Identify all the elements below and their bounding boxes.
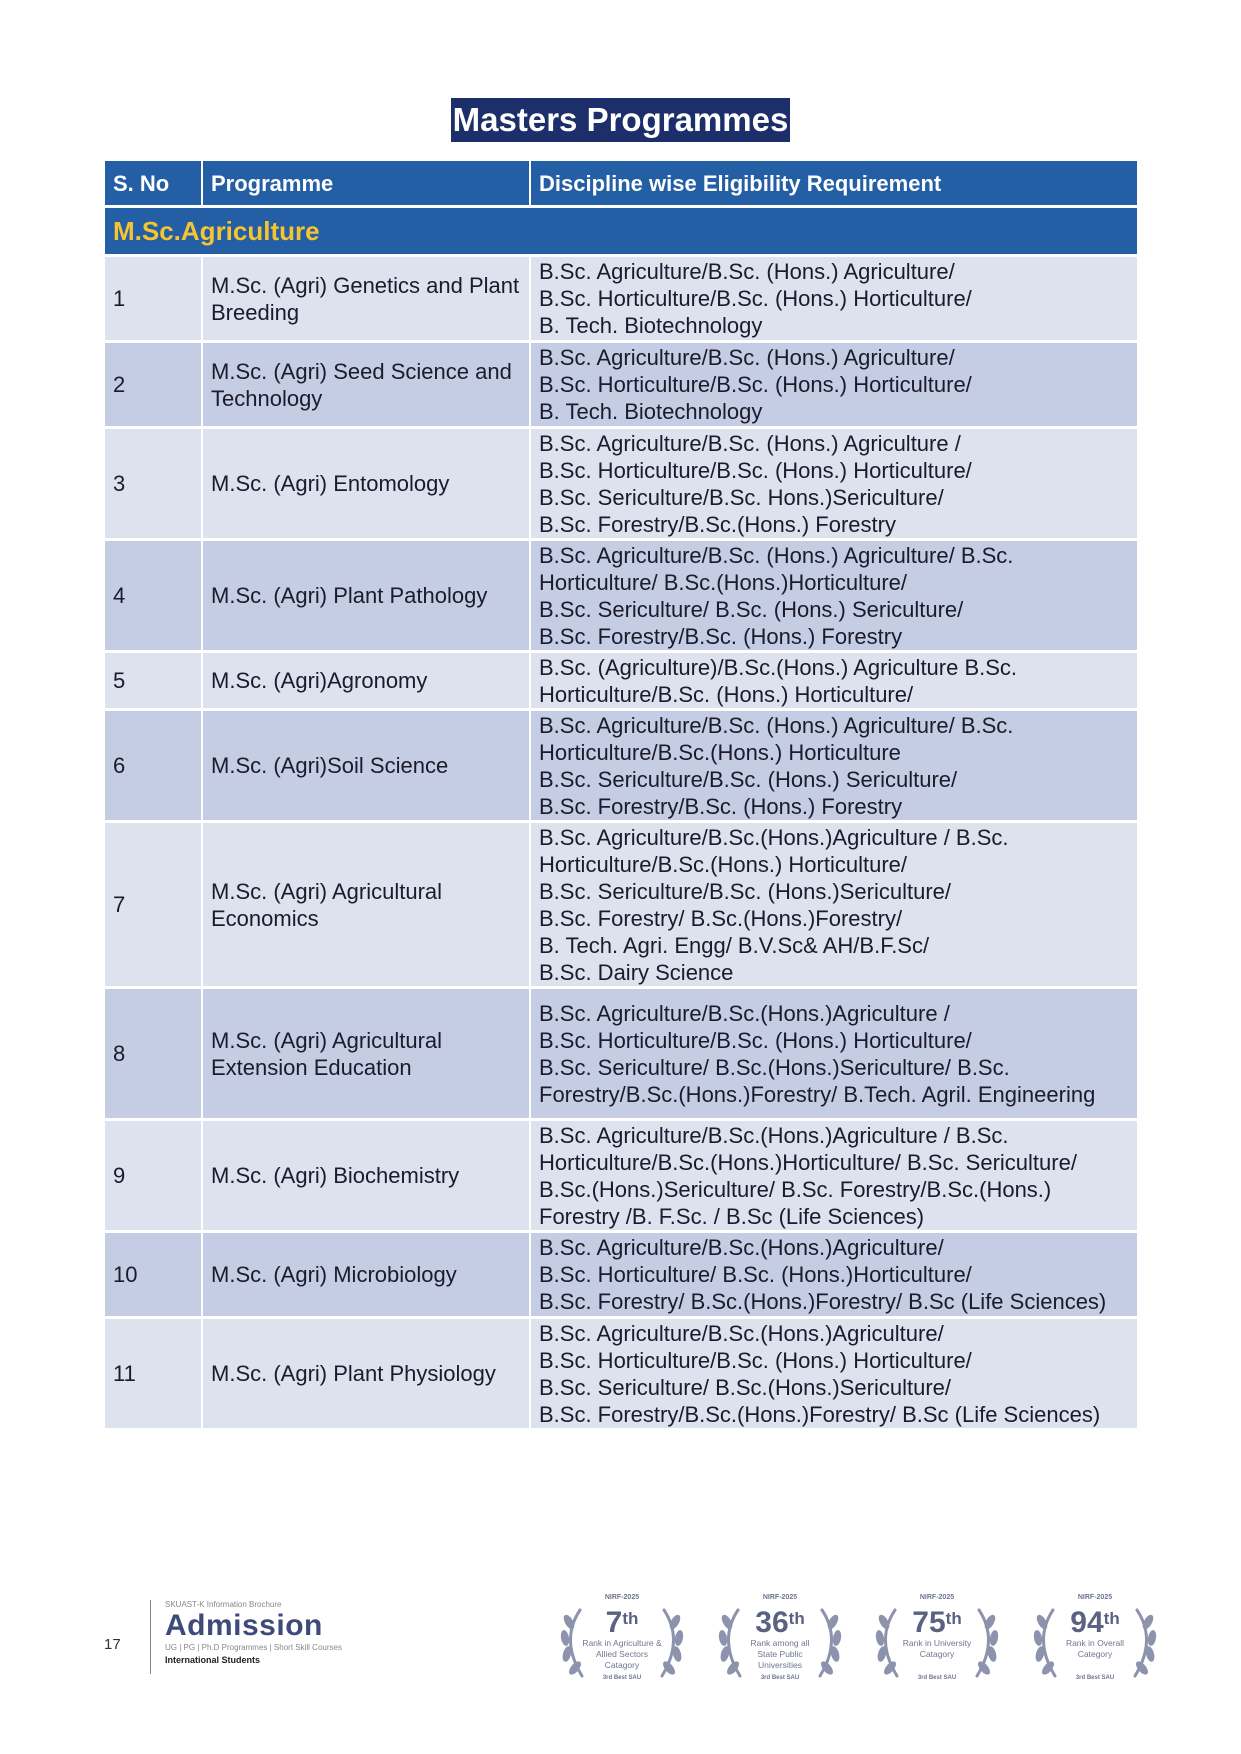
- cell-sno: 1: [105, 254, 203, 340]
- badge-rank-wrap: [867, 1602, 1007, 1640]
- cell-eligibility: [531, 650, 1137, 708]
- badge-rank: 75: [912, 1606, 946, 1639]
- eligibility-line: B.Sc. Horticulture/B.Sc. (Hons.) Horticulture/: [539, 286, 972, 311]
- badge-rank-wrap: [710, 1602, 850, 1640]
- eligibility-line: B.Sc. Horticulture/B.Sc. (Hons.) Horticulture/: [539, 1347, 972, 1373]
- nirf-badge: [710, 1592, 850, 1684]
- badge-rank: 94: [1070, 1606, 1104, 1639]
- table-row: [105, 340, 1137, 426]
- header-sno: S. No: [105, 161, 203, 205]
- eligibility-line: B. Tech. Agri. Engg/ B.V.Sc& AH/B.F.Sc/: [539, 932, 930, 958]
- eligibility-line: B.Sc. Sericulture/B.Sc. Hons.)Sericulture/: [539, 484, 944, 510]
- header-programme: Programme: [203, 161, 531, 205]
- eligibility-line: B.Sc. Sericulture/B.Sc. (Hons.)Sericulture/: [539, 878, 952, 904]
- eligibility-line: B.Sc. Sericulture/ B.Sc.(Hons.)Sericulture/: [539, 1374, 952, 1400]
- table-row: [105, 1230, 1137, 1316]
- eligibility-line: B.Sc. Forestry/B.Sc. (Hons.) Forestry: [539, 793, 903, 819]
- eligibility-line: B.Sc. Sericulture/ B.Sc. (Hons.) Sericulture/: [539, 596, 964, 622]
- badge-nirf: NIRF-2025: [762, 1594, 798, 1601]
- eligibility-line: B.Sc. Forestry/B.Sc.(Hons.) Forestry: [539, 511, 896, 537]
- badge-suffix: th: [622, 1609, 639, 1628]
- badge-nirf: NIRF-2025: [604, 1594, 640, 1601]
- cell-sno: 11: [105, 1316, 203, 1428]
- eligibility-line: B.Sc. Agriculture/B.Sc. (Hons.) Agriculture/ B.Sc.: [539, 542, 1014, 568]
- brand-sub-text: UG | PG | Ph.D Programmes | Short Skill Courses: [165, 1643, 342, 1652]
- cell-programme: M.Sc. (Agri) Agricultural Extension Education: [203, 986, 531, 1118]
- cell-programme: M.Sc. (Agri) Microbiology: [203, 1230, 531, 1316]
- eligibility-line: B.Sc. Horticulture/B.Sc. (Hons.) Horticulture/: [539, 372, 972, 397]
- badge-text: Rank in Agriculture & Allied Sectors Catagory: [582, 1638, 662, 1670]
- eligibility-line: B.Sc. Agriculture/B.Sc.(Hons.)Agriculture /: [539, 1000, 950, 1026]
- cell-sno: 9: [105, 1118, 203, 1230]
- cell-sno: 6: [105, 708, 203, 820]
- badge-nirf: NIRF-2025: [919, 1594, 955, 1601]
- cell-eligibility: [531, 538, 1137, 650]
- table-row: [105, 1118, 1137, 1230]
- eligibility-line: Horticulture/B.Sc.(Hons.) Horticulture: [539, 739, 901, 765]
- eligibility-line: Horticulture/B.Sc. (Hons.) Horticulture/: [539, 681, 914, 707]
- cell-eligibility: [531, 426, 1137, 538]
- cell-programme: M.Sc. (Agri) Genetics and Plant Breeding: [203, 254, 531, 340]
- eligibility-line: B.Sc. Sericulture/B.Sc. (Hons.) Sericulture/: [539, 766, 958, 792]
- cell-programme: M.Sc. (Agri) Entomology: [203, 426, 531, 538]
- badge-text: Rank in Overall Category: [1065, 1638, 1125, 1659]
- badge-suffix: th: [945, 1609, 962, 1628]
- eligibility-line: B.Sc. (Agriculture)/B.Sc.(Hons.) Agriculture B.Sc.: [539, 654, 1018, 680]
- nirf-badge: [1025, 1592, 1165, 1684]
- eligibility-line: B.Sc.(Hons.)Sericulture/ B.Sc. Forestry/B.Sc.(Hons.): [539, 1176, 1052, 1202]
- cell-sno: 5: [105, 650, 203, 708]
- badge-best: 3rd Best SAU: [917, 1675, 957, 1681]
- cell-eligibility: [531, 820, 1137, 986]
- cell-programme: M.Sc. (Agri)Agronomy: [203, 650, 531, 708]
- section-row: [105, 205, 1137, 254]
- table-body: [105, 205, 1137, 1428]
- eligibility-line: B.Sc. Agriculture/B.Sc. (Hons.) Agriculture /: [539, 430, 961, 456]
- eligibility-line: B.Sc. Forestry/B.Sc.(Hons.)Forestry/ B.Sc (Life Sciences): [539, 1401, 1101, 1427]
- cell-sno: 8: [105, 986, 203, 1118]
- table-row: [105, 538, 1137, 650]
- programmes-table: [105, 161, 1137, 1428]
- badge-rank-wrap: [1025, 1602, 1165, 1640]
- eligibility-line: Horticulture/B.Sc.(Hons.)Horticulture/ B.Sc. Sericulture/: [539, 1149, 1077, 1175]
- badge-rank-wrap: [552, 1602, 692, 1640]
- cell-sno: 4: [105, 538, 203, 650]
- eligibility-line: B.Sc. Forestry/B.Sc. (Hons.) Forestry: [539, 623, 903, 649]
- brand-intl-text: International Students: [165, 1655, 261, 1665]
- eligibility-line: B. Tech. Biotechnology: [539, 399, 763, 424]
- cell-sno: 3: [105, 426, 203, 538]
- eligibility-line: B.Sc. Agriculture/B.Sc.(Hons.)Agriculture / B.Sc.: [539, 1122, 1009, 1148]
- cell-programme: M.Sc. (Agri) Plant Pathology: [203, 538, 531, 650]
- eligibility-line: B.Sc. Agriculture/B.Sc.(Hons.)Agriculture/: [539, 1235, 944, 1260]
- table-row: [105, 1316, 1137, 1428]
- table-header-row: [105, 161, 1137, 205]
- eligibility-line: B.Sc. Sericulture/ B.Sc.(Hons.)Sericulture/ B.Sc.: [539, 1054, 1010, 1080]
- cell-sno: 10: [105, 1230, 203, 1316]
- cell-programme: M.Sc. (Agri) Plant Physiology: [203, 1316, 531, 1428]
- table-row: [105, 254, 1137, 340]
- eligibility-line: B.Sc. Forestry/ B.Sc.(Hons.)Forestry/: [539, 905, 903, 931]
- eligibility-line: B.Sc. Agriculture/B.Sc.(Hons.)Agriculture / B.Sc.: [539, 824, 1009, 850]
- cell-eligibility: [531, 708, 1137, 820]
- page-number: 17: [104, 1636, 121, 1653]
- table-row: [105, 820, 1137, 986]
- cell-sno: 7: [105, 820, 203, 986]
- brand-block: [150, 1600, 342, 1674]
- cell-programme: M.Sc. (Agri) Biochemistry: [203, 1118, 531, 1230]
- table-row: [105, 708, 1137, 820]
- eligibility-line: B.Sc. Horticulture/ B.Sc. (Hons.)Horticulture/: [539, 1262, 972, 1287]
- cell-programme: M.Sc. (Agri) Seed Science and Technology: [203, 340, 531, 426]
- badge-suffix: th: [1103, 1609, 1120, 1628]
- badge-best: 3rd Best SAU: [602, 1675, 642, 1681]
- page-title: Masters Programmes: [451, 98, 791, 142]
- cell-sno: 2: [105, 340, 203, 426]
- cell-eligibility: [531, 340, 1137, 426]
- cell-eligibility: [531, 1118, 1137, 1230]
- header-eligibility: Discipline wise Eligibility Requirement: [531, 161, 1137, 205]
- badge-nirf: NIRF-2025: [1077, 1594, 1113, 1601]
- nirf-badge: [552, 1592, 692, 1684]
- title-wrapper: [0, 98, 1241, 142]
- cell-programme: M.Sc. (Agri) Agricultural Economics: [203, 820, 531, 986]
- brand-top-text: SKUAST-K Information Brochure: [165, 1600, 282, 1609]
- eligibility-line: B.Sc. Forestry/ B.Sc.(Hons.)Forestry/ B.Sc (Life Sciences): [539, 1289, 1107, 1314]
- cell-programme: M.Sc. (Agri)Soil Science: [203, 708, 531, 820]
- badge-rank: 36: [755, 1606, 789, 1639]
- cell-eligibility: [531, 1230, 1137, 1316]
- table-row: [105, 986, 1137, 1118]
- eligibility-line: Forestry /B. F.Sc. / B.Sc (Life Sciences): [539, 1203, 925, 1229]
- eligibility-line: B.Sc. Agriculture/B.Sc.(Hons.)Agriculture/: [539, 1320, 944, 1346]
- badge-text: Rank among all State Public Universities: [750, 1638, 810, 1670]
- cell-eligibility: [531, 254, 1137, 340]
- eligibility-line: B.Sc. Agriculture/B.Sc. (Hons.) Agriculture/: [539, 259, 955, 284]
- eligibility-line: Forestry/B.Sc.(Hons.)Forestry/ B.Tech. Agril. Engineering: [539, 1081, 1096, 1107]
- eligibility-line: B. Tech. Biotechnology: [539, 313, 763, 338]
- eligibility-line: Horticulture/B.Sc.(Hons.) Horticulture/: [539, 851, 907, 877]
- eligibility-line: B.Sc. Agriculture/B.Sc. (Hons.) Agriculture/: [539, 345, 955, 370]
- section-title: M.Sc.Agriculture: [105, 205, 1137, 254]
- badge-best: 3rd Best SAU: [1075, 1675, 1115, 1681]
- badge-rank: 7: [605, 1606, 623, 1639]
- badge-best: 3rd Best SAU: [760, 1675, 800, 1681]
- table-row: [105, 650, 1137, 708]
- eligibility-line: B.Sc. Horticulture/B.Sc. (Hons.) Horticulture/: [539, 1027, 972, 1053]
- badge-suffix: th: [788, 1609, 805, 1628]
- brand-logo-text: Admission: [165, 1609, 323, 1642]
- eligibility-line: Horticulture/ B.Sc.(Hons.)Horticulture/: [539, 569, 907, 595]
- nirf-badge: [867, 1592, 1007, 1684]
- eligibility-line: B.Sc. Dairy Science: [539, 959, 734, 985]
- badge-text: Rank in University Catagory: [902, 1638, 972, 1659]
- eligibility-line: B.Sc. Horticulture/B.Sc. (Hons.) Horticulture/: [539, 457, 972, 483]
- eligibility-line: B.Sc. Agriculture/B.Sc. (Hons.) Agriculture/ B.Sc.: [539, 712, 1014, 738]
- cell-eligibility: [531, 1316, 1137, 1428]
- table-row: [105, 426, 1137, 538]
- cell-eligibility: [531, 986, 1137, 1118]
